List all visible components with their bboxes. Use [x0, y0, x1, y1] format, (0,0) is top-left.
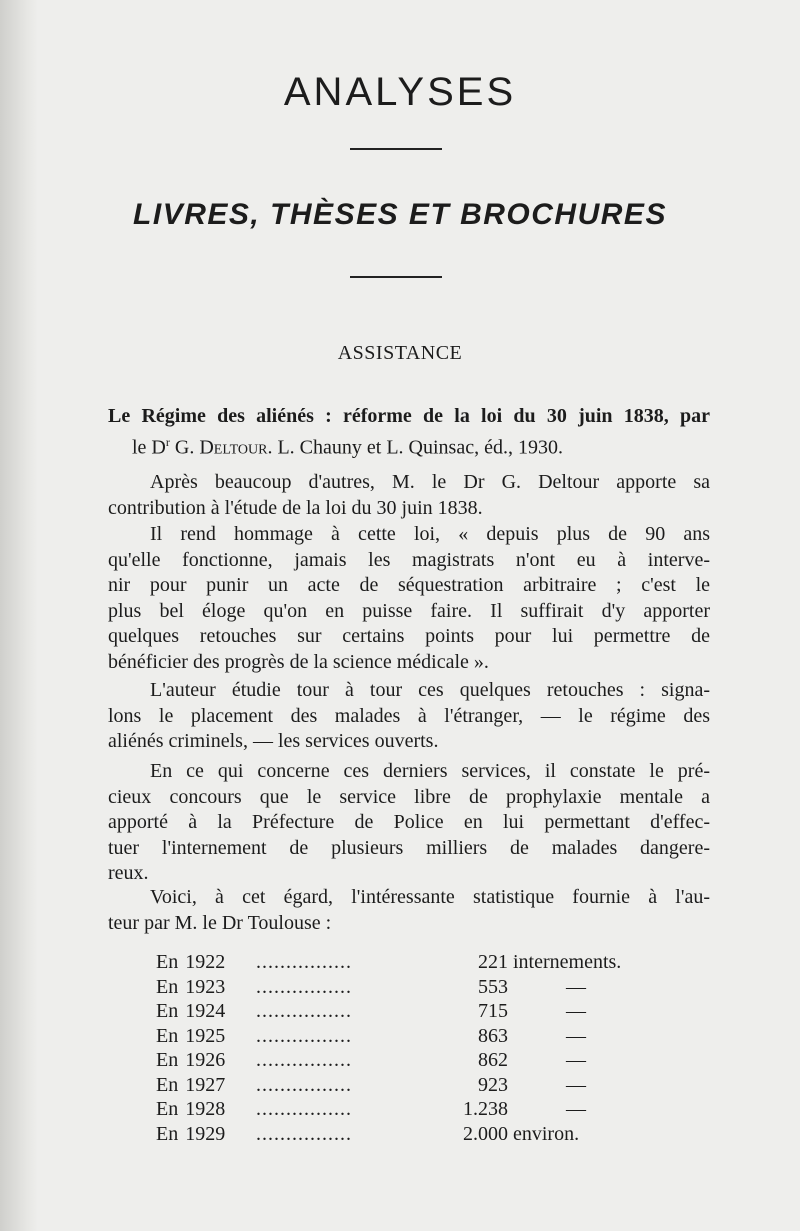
- p2-line: bénéficier des progrès de la science médicale ».: [108, 650, 489, 673]
- stats-label: —: [566, 1073, 586, 1096]
- ref-initial: G.: [169, 436, 200, 459]
- stats-year: [156, 1097, 225, 1122]
- stats-en: En: [156, 1049, 179, 1071]
- stats-leader-dots: ................: [256, 1024, 352, 1047]
- stats-label: —: [566, 1098, 586, 1120]
- p2-line: qu'elle fonctionne, jamais les magistrats n'ont eu à interve-: [108, 548, 710, 571]
- p1-line: Après beaucoup d'autres, M. le Dr G. Deltour apporte sa: [150, 471, 710, 493]
- stats-en: En: [156, 975, 179, 998]
- stats-value: 923: [478, 1073, 508, 1096]
- stats-year: [156, 1073, 225, 1098]
- paragraph-4: [108, 759, 710, 887]
- p5-line: Voici, à cet égard, l'intéressante statistique fournie à l'au-: [150, 886, 710, 908]
- stats-value: 2.000: [463, 1122, 508, 1145]
- stats-leader-dots: ................: [256, 1122, 352, 1145]
- stats-label: —: [566, 1049, 586, 1071]
- stats-year: [156, 1122, 225, 1147]
- stats-en: En: [156, 1073, 179, 1096]
- stats-label: —: [566, 1024, 586, 1047]
- stats-label: —: [566, 975, 586, 998]
- stats-label: —: [566, 1000, 586, 1022]
- stats-year-value: 1928: [185, 1098, 226, 1120]
- stats-leader-dots: ................: [256, 975, 352, 998]
- subtitle-rule: [350, 276, 442, 278]
- stats-year-value: 1925: [185, 1024, 226, 1047]
- p2-line: plus bel éloge qu'on en puisse faire. Il suffirait d'y apporter: [108, 599, 710, 622]
- stats-en: En: [156, 951, 179, 973]
- stats-value: 553: [478, 975, 508, 998]
- ref-dr-sup: r: [165, 434, 170, 449]
- p4-line: cieux concours que le service libre de prophylaxie mentale a: [108, 785, 710, 808]
- stats-leader-dots: ................: [256, 1049, 352, 1071]
- p4-line: En ce qui concerne ces derniers services, il constate le pré-: [150, 760, 710, 782]
- stats-leader-dots: ................: [256, 1098, 352, 1120]
- stats-year-value: 1927: [185, 1073, 226, 1096]
- stats-en: En: [156, 1024, 179, 1047]
- stats-year: [156, 1048, 225, 1073]
- stats-en: En: [156, 1098, 179, 1120]
- stats-value: 715: [478, 1000, 508, 1022]
- reference-line-2: [108, 430, 710, 461]
- stats-year-value: 1924: [185, 1000, 226, 1022]
- page-edge-shadow: [0, 0, 38, 1231]
- ref-author: Deltour: [199, 436, 268, 459]
- page-title: ANALYSES: [283, 70, 517, 114]
- p3-line: L'auteur étudie tour à tour ces quelques retouches : signa-: [150, 679, 710, 701]
- p1-line: contribution à l'étude de la loi du 30 juin 1838.: [108, 496, 483, 519]
- stats-value: 862: [478, 1049, 508, 1071]
- stats-year-value: 1923: [185, 975, 226, 998]
- stats-year-value: 1929: [185, 1122, 226, 1145]
- title-rule: [350, 148, 442, 150]
- p4-line: reux.: [108, 862, 149, 884]
- reference-line-1: Le Régime des aliénés : réforme de la loi du 30 juin 1838, par: [108, 405, 710, 427]
- stats-en: En: [156, 1122, 179, 1145]
- ref-dr: le D: [132, 436, 166, 459]
- stats-year: [156, 1024, 225, 1049]
- stats-year: [156, 975, 225, 1000]
- stats-leader-dots: ................: [256, 951, 352, 973]
- paragraph-2: [108, 522, 710, 675]
- p2-line: Il rend hommage à cette loi, « depuis plus de 90 ans: [150, 523, 710, 545]
- stats-label: environ.: [513, 1122, 580, 1145]
- p3-line: lons le placement des malades à l'étranger, — le régime des: [108, 704, 710, 727]
- p4-line: tuer l'internement de plusieurs milliers de malades dangere-: [108, 836, 710, 859]
- stats-label: internements.: [513, 951, 622, 973]
- p3-line: aliénés criminels, — les services ouverts.: [108, 730, 439, 752]
- ref-rest: . L. Chauny et L. Quinsac, éd., 1930.: [267, 436, 563, 459]
- p4-line: apporté à la Préfecture de Police en lui permettant d'effec-: [108, 811, 710, 833]
- p2-line: nir pour punir un acte de séquestration arbitraire ; c'est le: [108, 574, 710, 596]
- p2-line: quelques retouches sur certains points pour lui permettre de: [108, 625, 710, 647]
- paragraph-3: [108, 678, 710, 755]
- stats-year: [156, 999, 225, 1024]
- paragraph-5: [108, 885, 710, 936]
- stats-year-value: 1926: [185, 1049, 226, 1071]
- stats-value: 221: [478, 951, 508, 973]
- stats-leader-dots: ................: [256, 1073, 352, 1096]
- stats-value: 1.238: [463, 1098, 508, 1120]
- stats-leader-dots: ................: [256, 1000, 352, 1022]
- subsection-heading: ASSISTANCE: [337, 342, 463, 364]
- book-reference: [108, 404, 710, 461]
- stats-en: En: [156, 1000, 179, 1022]
- stats-year-value: 1922: [185, 951, 226, 973]
- section-heading: LIVRES, THÈSES ET BROCHURES: [133, 198, 667, 231]
- paragraph-1: [108, 470, 710, 521]
- stats-value: 863: [478, 1024, 508, 1047]
- stats-year: [156, 950, 225, 975]
- p5-line: teur par M. le Dr Toulouse :: [108, 911, 332, 934]
